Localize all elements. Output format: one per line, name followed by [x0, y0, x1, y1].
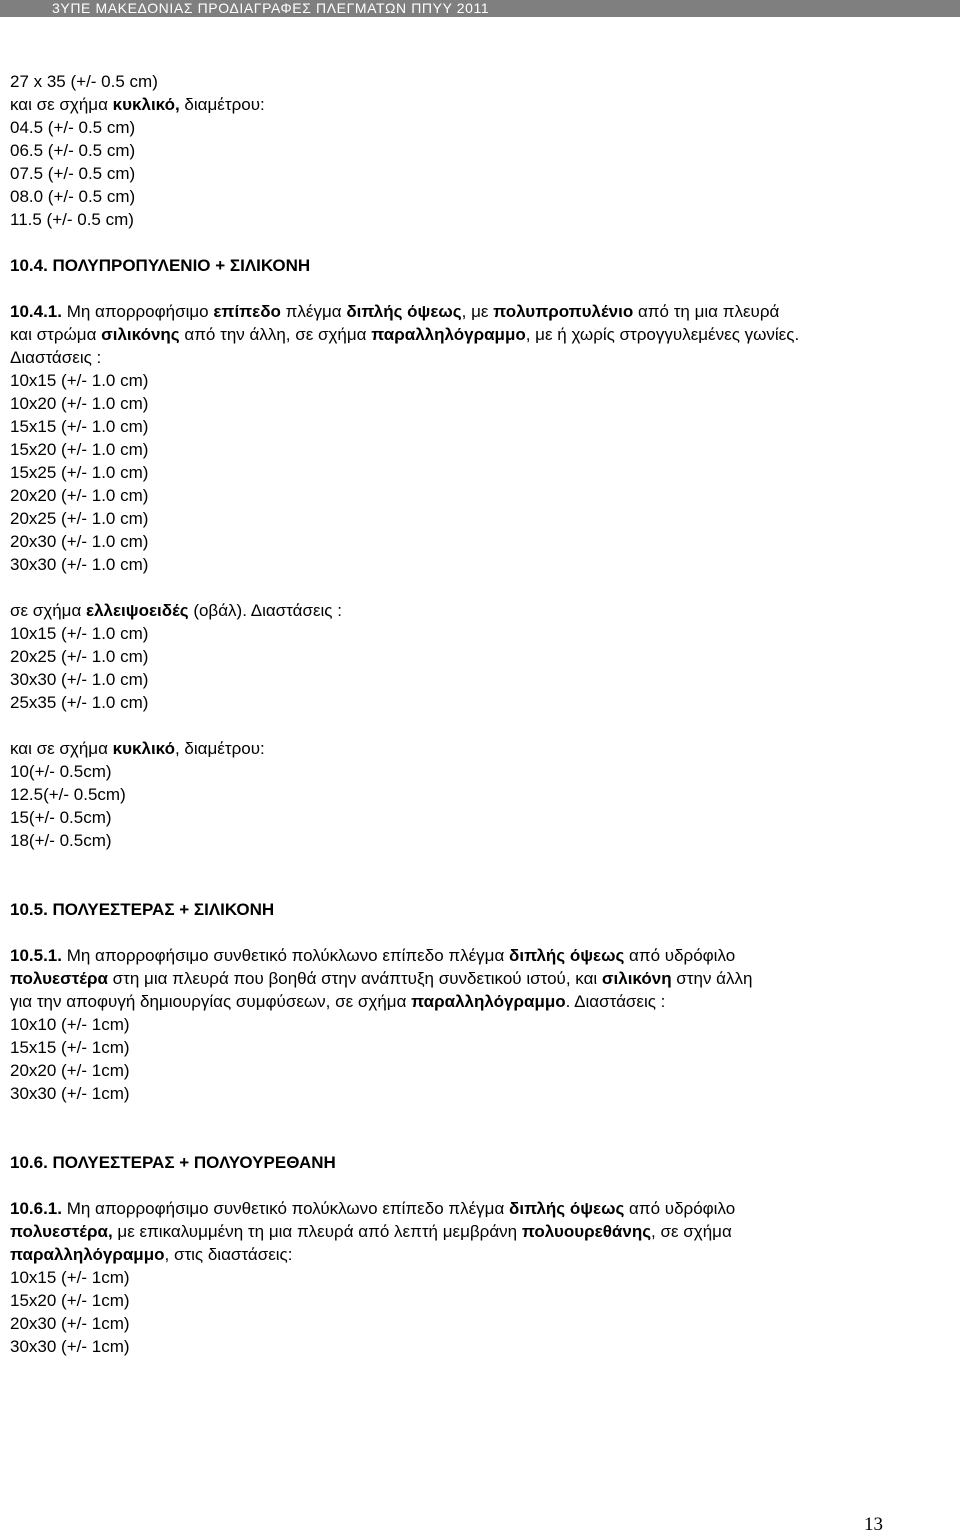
- shape-circular-intro: και σε σχήμα κυκλικό, διαμέτρου:: [10, 95, 265, 114]
- page-number: 13: [864, 1514, 883, 1535]
- section-heading-10-5: 10.5. ΠΟΛΥΕΣΤΕΡΑΣ + ΣΙΛΙΚΟΝΗ: [10, 900, 275, 919]
- paragraph-line: παραλληλόγραμμο, στις διαστάσεις:: [10, 1245, 293, 1264]
- list-item: 20x30 (+/- 1cm): [10, 1314, 130, 1333]
- paragraph-line: πολυεστέρα, με επικαλυμμένη τη μια πλευρά από λεπτή μεμβράνη πολυουρεθάνης, σε σχήμα: [10, 1222, 732, 1241]
- running-header: [0, 0, 960, 17]
- list-item: 10x15 (+/- 1cm): [10, 1268, 130, 1287]
- list-item: 25x35 (+/- 1.0 cm): [10, 693, 149, 712]
- list-item: 10x15 (+/- 1.0 cm): [10, 624, 149, 643]
- list-item: 10x10 (+/- 1cm): [10, 1015, 130, 1034]
- list-item: 20x25 (+/- 1.0 cm): [10, 647, 149, 666]
- list-item: 20x25 (+/- 1.0 cm): [10, 509, 149, 528]
- paragraph-line: για την αποφυγή δημιουργίας συμφύσεων, σε σχήμα παραλληλόγραμμο. Διαστάσεις :: [10, 992, 666, 1011]
- dimensions-label: Διαστάσεις :: [10, 348, 102, 367]
- list-item: 15x15 (+/- 1cm): [10, 1038, 130, 1057]
- list-item: 10(+/- 0.5cm): [10, 762, 112, 781]
- list-item: 15x20 (+/- 1cm): [10, 1291, 130, 1310]
- shape-oval-intro: σε σχήμα ελλειψοειδές (οβάλ). Διαστάσεις :: [10, 601, 342, 620]
- list-item: 20x20 (+/- 1.0 cm): [10, 486, 149, 505]
- list-item: 30x30 (+/- 1.0 cm): [10, 670, 149, 689]
- list-item: 20x30 (+/- 1.0 cm): [10, 532, 149, 551]
- list-item: 12.5(+/- 0.5cm): [10, 785, 126, 804]
- list-item: 30x30 (+/- 1cm): [10, 1337, 130, 1356]
- shape-circular-intro: και σε σχήμα κυκλικό, διαμέτρου:: [10, 739, 265, 758]
- section-heading-10-4: 10.4. ΠΟΛΥΠΡΟΠΥΛΕΝΙΟ + ΣΙΛΙΚΟΝΗ: [10, 256, 311, 275]
- list-item: 15x20 (+/- 1.0 cm): [10, 440, 149, 459]
- section-heading-10-6: 10.6. ΠΟΛΥΕΣΤΕΡΑΣ + ΠΟΛΥΟΥΡΕΘΑΝΗ: [10, 1153, 336, 1172]
- list-item: 08.0 (+/- 0.5 cm): [10, 187, 136, 206]
- list-item: 11.5 (+/- 0.5 cm): [10, 210, 134, 229]
- paragraph-line: 10.5.1. Μη απορροφήσιμο συνθετικό πολύκλωνο επίπεδο πλέγμα διπλής όψεως από υδρόφιλο: [10, 946, 736, 965]
- paragraph-line: 10.6.1. Μη απορροφήσιμο συνθετικό πολύκλωνο επίπεδο πλέγμα διπλής όψεως από υδρόφιλο: [10, 1199, 736, 1218]
- paragraph-line: 10.4.1. Μη απορροφήσιμο επίπεδο πλέγμα διπλής όψεως, με πολυπροπυλένιο από τη μια πλευρά: [10, 302, 780, 321]
- list-item: 07.5 (+/- 0.5 cm): [10, 164, 136, 183]
- list-item: 30x30 (+/- 1.0 cm): [10, 555, 149, 574]
- list-item: 18(+/- 0.5cm): [10, 831, 112, 850]
- list-item: 10x20 (+/- 1.0 cm): [10, 394, 149, 413]
- list-item: 20x20 (+/- 1cm): [10, 1061, 130, 1080]
- list-item: 15x15 (+/- 1.0 cm): [10, 417, 149, 436]
- list-item: 27 x 35 (+/- 0.5 cm): [10, 72, 158, 91]
- list-item: 15(+/- 0.5cm): [10, 808, 112, 827]
- list-item: 30x30 (+/- 1cm): [10, 1084, 130, 1103]
- paragraph-line: πολυεστέρα στη μια πλευρά που βοηθά στην ανάπτυξη συνδετικού ιστού, και σιλικόνη στην άλλη: [10, 969, 753, 988]
- list-item: 10x15 (+/- 1.0 cm): [10, 371, 149, 390]
- list-item: 06.5 (+/- 0.5 cm): [10, 141, 136, 160]
- header-text: 3ΥΠΕ ΜΑΚΕΔΟΝΙΑΣ ΠΡΟΔΙΑΓΡΑΦΕΣ ΠΛΕΓΜΑΤΩΝ ΠΠΥΥ 2011: [52, 0, 490, 16]
- document-body: [10, 70, 890, 1358]
- list-item: 04.5 (+/- 0.5 cm): [10, 118, 136, 137]
- list-item: 15x25 (+/- 1.0 cm): [10, 463, 149, 482]
- paragraph-line: και στρώμα σιλικόνης από την άλλη, σε σχήμα παραλληλόγραμμο, με ή χωρίς στρογγυλεμένες γωνίες.: [10, 325, 800, 344]
